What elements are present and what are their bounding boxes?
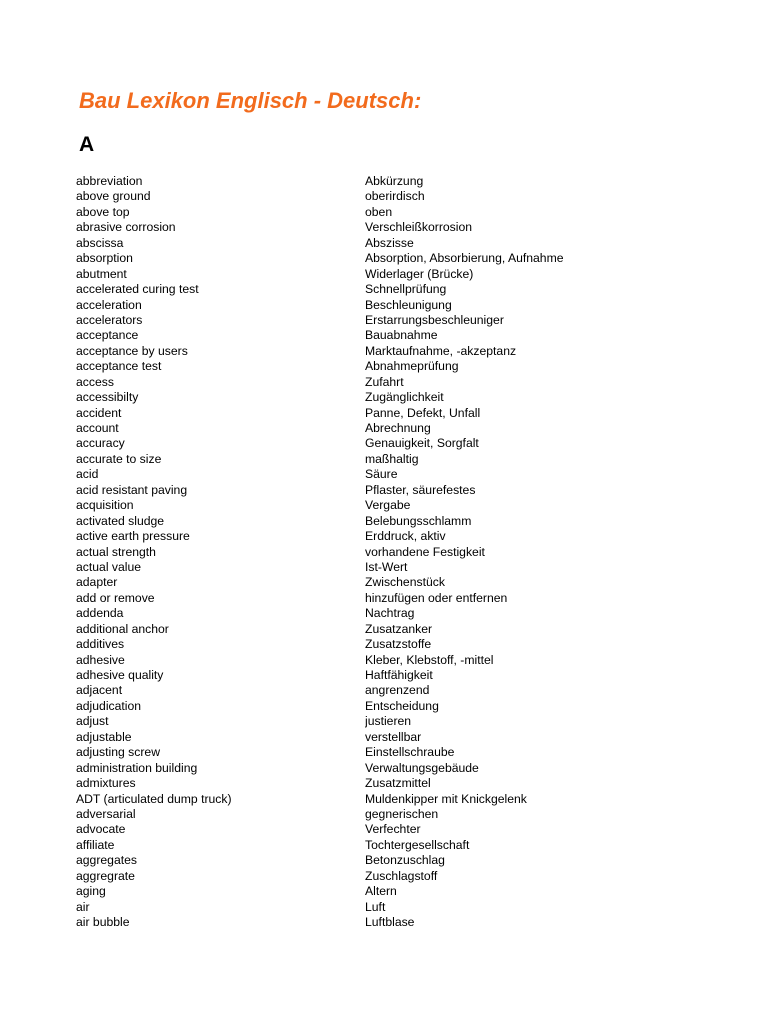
glossary-entry xyxy=(76,298,716,313)
glossary-entry xyxy=(76,761,716,776)
glossary-entry xyxy=(76,668,716,683)
glossary-entry xyxy=(76,575,716,590)
glossary-entry xyxy=(76,236,716,251)
english-term: aggregrate xyxy=(76,868,135,883)
english-term: adjust xyxy=(76,714,109,729)
english-term: additives xyxy=(76,637,125,652)
german-translation: Ist-Wert xyxy=(365,559,408,574)
english-term: administration building xyxy=(76,760,198,775)
english-term: ADT (articulated dump truck) xyxy=(76,791,232,806)
glossary-entry xyxy=(76,282,716,297)
english-term: abbreviation xyxy=(76,174,143,188)
english-term: adapter xyxy=(76,575,118,590)
german-translation: maßhaltig xyxy=(365,451,419,466)
english-term: adhesive quality xyxy=(76,668,164,682)
german-translation: Haftfähigkeit xyxy=(365,668,433,682)
glossary-entry xyxy=(76,467,716,482)
german-translation: Genauigkeit, Sorgfalt xyxy=(365,436,479,451)
german-translation: Zugänglichkeit xyxy=(365,390,444,405)
german-translation: Panne, Defekt, Unfall xyxy=(365,405,481,420)
english-term: adjustable xyxy=(76,729,132,744)
english-term: accelerators xyxy=(76,312,143,327)
glossary-list xyxy=(76,174,716,930)
german-translation: Verfechter xyxy=(365,822,421,837)
german-translation: Pflaster, säurefestes xyxy=(365,482,476,497)
german-translation: Vergabe xyxy=(365,498,411,513)
english-term: accelerated curing test xyxy=(76,282,199,297)
glossary-entry xyxy=(76,375,716,390)
german-translation: Zusatzmittel xyxy=(365,776,431,791)
german-translation: angrenzend xyxy=(365,683,430,698)
glossary-entry xyxy=(76,915,716,930)
glossary-entry xyxy=(76,313,716,328)
german-translation: Verschleißkorrosion xyxy=(365,220,473,235)
glossary-entry xyxy=(76,514,716,529)
german-translation: Erddruck, aktiv xyxy=(365,529,446,544)
english-term: adversarial xyxy=(76,806,136,821)
german-translation: gegnerischen xyxy=(365,806,439,821)
page-title: Bau Lexikon Englisch - Deutsch: xyxy=(79,88,422,113)
english-term: acceptance by users xyxy=(76,343,188,358)
english-term: absorption xyxy=(76,251,133,266)
german-translation: Entscheidung xyxy=(365,698,439,713)
english-term: admixtures xyxy=(76,776,136,791)
glossary-entry xyxy=(76,699,716,714)
glossary-entry xyxy=(76,406,716,421)
german-translation: Beschleunigung xyxy=(365,297,452,312)
german-translation: verstellbar xyxy=(365,729,422,744)
english-term: accurate to size xyxy=(76,451,162,466)
glossary-entry xyxy=(76,730,716,745)
glossary-entry xyxy=(76,328,716,343)
english-term: aggregates xyxy=(76,853,137,868)
german-translation: hinzufügen oder entfernen xyxy=(365,590,508,605)
german-translation: Kleber, Klebstoff, -mittel xyxy=(365,652,494,667)
english-term: above top xyxy=(76,204,130,219)
glossary-entry xyxy=(76,838,716,853)
glossary-entry xyxy=(76,390,716,405)
english-term: addenda xyxy=(76,606,124,621)
german-translation: oberirdisch xyxy=(365,189,425,204)
english-term: adjacent xyxy=(76,683,123,698)
german-translation: Zuschlagstoff xyxy=(365,868,438,883)
english-term: adjudication xyxy=(76,698,142,713)
english-term: add or remove xyxy=(76,590,155,605)
german-translation: Erstarrungsbeschleuniger xyxy=(365,312,504,327)
english-term: abutment xyxy=(76,266,127,281)
glossary-entry xyxy=(76,776,716,791)
glossary-entry xyxy=(76,622,716,637)
glossary-entry xyxy=(76,807,716,822)
german-translation: Muldenkipper mit Knickgelenk xyxy=(365,791,527,806)
german-translation: Altern xyxy=(365,884,397,899)
glossary-entry xyxy=(76,560,716,575)
english-term: actual value xyxy=(76,559,142,574)
english-term: abrasive corrosion xyxy=(76,220,176,235)
english-term: activated sludge xyxy=(76,513,165,528)
glossary-entry xyxy=(76,606,716,621)
english-term: acceptance xyxy=(76,328,139,343)
german-translation: Verwaltungsgebäude xyxy=(365,760,479,775)
glossary-entry xyxy=(76,498,716,513)
glossary-entry xyxy=(76,900,716,915)
german-translation: Zusatzstoffe xyxy=(365,637,432,652)
glossary-entry xyxy=(76,637,716,652)
glossary-entry xyxy=(76,529,716,544)
german-translation: Tochtergesellschaft xyxy=(365,837,470,852)
german-translation: Zusatzanker xyxy=(365,621,433,636)
glossary-entry xyxy=(76,189,716,204)
glossary-entry xyxy=(76,483,716,498)
german-translation: Marktaufnahme, -akzeptanz xyxy=(365,343,517,358)
german-translation: Luftblase xyxy=(365,915,415,929)
german-translation: Einstellschraube xyxy=(365,745,455,760)
glossary-entry xyxy=(76,822,716,837)
german-translation: Säure xyxy=(365,467,398,482)
german-translation: Widerlager (Brücke) xyxy=(365,266,474,281)
english-term: active earth pressure xyxy=(76,529,190,544)
glossary-entry xyxy=(76,452,716,467)
english-term: acceleration xyxy=(76,297,142,312)
glossary-entry xyxy=(76,220,716,235)
glossary-entry xyxy=(76,653,716,668)
english-term: acceptance test xyxy=(76,359,162,374)
english-term: adjusting screw xyxy=(76,745,160,760)
english-term: actual strength xyxy=(76,544,156,559)
glossary-entry xyxy=(76,267,716,282)
glossary-entry xyxy=(76,205,716,220)
english-term: accessibilty xyxy=(76,390,139,405)
glossary-entry xyxy=(76,683,716,698)
german-translation: Zwischenstück xyxy=(365,575,445,590)
german-translation: Abrechnung xyxy=(365,421,431,435)
english-term: air bubble xyxy=(76,915,130,929)
german-translation: Abkürzung xyxy=(365,174,424,188)
english-term: air xyxy=(76,899,90,914)
german-translation: vorhandene Festigkeit xyxy=(365,544,485,559)
english-term: advocate xyxy=(76,822,126,837)
german-translation: justieren xyxy=(365,714,412,729)
glossary-entry xyxy=(76,714,716,729)
english-term: aging xyxy=(76,884,106,899)
german-translation: Nachtrag xyxy=(365,606,415,621)
glossary-entry xyxy=(76,591,716,606)
german-translation: Schnellprüfung xyxy=(365,282,447,297)
german-translation: Belebungsschlamm xyxy=(365,513,472,528)
glossary-entry xyxy=(76,792,716,807)
english-term: acid resistant paving xyxy=(76,482,188,497)
english-term: access xyxy=(76,374,114,389)
glossary-entry xyxy=(76,853,716,868)
german-translation: Betonzuschlag xyxy=(365,853,445,868)
german-translation: Bauabnahme xyxy=(365,328,438,343)
section-letter-heading: A xyxy=(79,133,95,156)
glossary-entry xyxy=(76,251,716,266)
german-translation: oben xyxy=(365,204,393,219)
german-translation: Zufahrt xyxy=(365,374,404,389)
english-term: account xyxy=(76,421,119,435)
english-term: abscissa xyxy=(76,235,124,250)
glossary-entry xyxy=(76,344,716,359)
glossary-entry xyxy=(76,174,716,189)
english-term: acquisition xyxy=(76,498,134,513)
glossary-entry xyxy=(76,869,716,884)
english-term: adhesive xyxy=(76,652,125,667)
german-translation: Abszisse xyxy=(365,235,414,250)
glossary-entry xyxy=(76,745,716,760)
german-translation: Absorption, Absorbierung, Aufnahme xyxy=(365,251,564,266)
glossary-entry xyxy=(76,359,716,374)
english-term: acid xyxy=(76,467,99,482)
glossary-entry xyxy=(76,545,716,560)
german-translation: Luft xyxy=(365,899,386,914)
glossary-entry xyxy=(76,884,716,899)
english-term: accident xyxy=(76,405,122,420)
english-term: additional anchor xyxy=(76,621,169,636)
english-term: affiliate xyxy=(76,837,115,852)
english-term: accuracy xyxy=(76,436,125,451)
glossary-entry xyxy=(76,436,716,451)
glossary-entry xyxy=(76,421,716,436)
english-term: above ground xyxy=(76,189,151,204)
german-translation: Abnahmeprüfung xyxy=(365,359,459,374)
